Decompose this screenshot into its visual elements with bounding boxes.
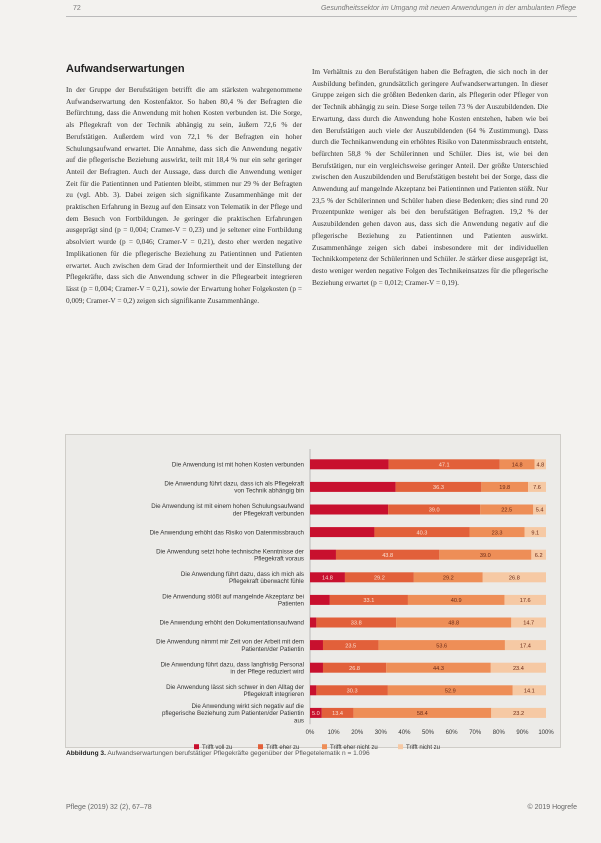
data-label: 52.9	[444, 688, 456, 695]
x-tick-label: 70%	[469, 730, 482, 737]
x-tick-label: 0%	[305, 730, 315, 737]
data-label: 26.8	[349, 665, 361, 672]
data-label: 29.2	[442, 575, 454, 582]
data-label: 29.2	[373, 575, 385, 582]
legend-label: Trifft eher zu	[266, 745, 300, 752]
right-column	[312, 66, 548, 288]
data-label: 23.2	[513, 711, 525, 718]
category-label: Die Anwendung nimmt mir Zeit von der Arbeit mit dem Patienten/der Patientin	[156, 638, 304, 653]
footer-citation: Pflege (2019) 32 (2), 67–78	[66, 804, 152, 811]
x-tick-label: 60%	[445, 730, 458, 737]
data-label: 44.3	[433, 665, 444, 672]
data-label: 9.1	[531, 530, 540, 537]
data-label: 7.6	[533, 485, 541, 492]
data-label: 17.4	[520, 643, 531, 650]
data-label: 5.0	[312, 711, 320, 718]
x-tick-label: 100%	[538, 730, 554, 737]
data-label: 47.1	[438, 462, 450, 469]
page-number: 72	[73, 5, 81, 12]
data-label: 53.6	[436, 643, 448, 650]
legend-swatch	[398, 744, 403, 749]
data-label: 14.8	[511, 462, 523, 469]
x-tick-label: 80%	[492, 730, 505, 737]
data-label: 23.3	[491, 530, 503, 537]
data-label: 39.0	[479, 552, 491, 559]
bar-segment	[310, 685, 316, 695]
category-label: Die Anwendung führt dazu, dass ich als Pflegekraft von Technik abhängig bin	[164, 480, 304, 495]
data-label: 36.3	[433, 485, 444, 492]
category-label: Die Anwendung stößt auf mangelnde Akzeptanz bei Patienten	[162, 593, 304, 608]
bar-segment	[310, 527, 374, 537]
data-label: 22.5	[501, 507, 513, 514]
category-label: Die Anwendung ist mit hohen Kosten verbunden	[171, 461, 304, 469]
footer-copyright: © 2019 Hogrefe	[527, 804, 577, 811]
legend-swatch	[194, 744, 199, 749]
category-label: Die Anwendung erhöht den Dokumentationsaufwand	[159, 619, 304, 627]
data-label: 30.3	[346, 688, 358, 695]
figure-box	[65, 434, 561, 752]
bar-segment	[310, 550, 336, 560]
legend-label: Trifft nicht zu	[406, 745, 441, 752]
data-label: 48.8	[448, 620, 460, 627]
left-paragraph: In der Gruppe der Berufstätigen betrifft die am stärksten wahrgenommene Aufwandserwartung den Kostenfaktor. So haben 80,4 % der Befragten die Befürchtung, dass die Anwendung mit hohen Kosten verbunden ist. Die Sorge, als Pflegekraft von der Technik abhängig zu sein, äußern 72,6 % der Berufstätigen. Außerdem wird von 72,1 % der Befragten ein hoher Schulungsaufwand erwartet. Die Annahme, dass sich die Anwendung negativ auf die pflegerische Beziehung auswirkt, teilt mit 18,4 % nur ein sehr geringer Anteil der Befragten. Auch der Aussage, dass durch die Anwendung weniger Zeit für die Patientinnen und Patienten bleibt, stimmen nur 29 % der Befragten zu (vgl. Abb. 3). Dabei zeigen sich signifikante Zusammenhänge mit der praktischen Erfahrung in Bezug auf den Einsatz von Telematik in der Pflege und dem Besuch von Fortbildungen. Je geringer die praktischen Erfahrungen ausgeprägt sind (p = 0,004; Cramer-V = 0,23) und je seltener eine Fortbildung absolviert wurde (p = 0,046; Cramer-V = 0,21), desto eher werden negative Implikationen für die pflegerische Beziehung zu Patientinnen und Patienten erwartet. Auch zwischen dem Grad der Informiertheit und der Einstellung der Pflegekräfte, dass sich die Anwendung schwer in die Pflegearbeit integrieren lässt (p = 0,004; Cramer-V = 0,21), sowie der Erwartung hoher Folgekosten (p = 0,009; Cramer-V = 0,2) zeigen sich signifikante Zusammenhänge.	[66, 85, 302, 305]
data-label: 6.2	[534, 552, 543, 559]
legend-swatch	[322, 744, 327, 749]
data-label: 40.3	[416, 530, 428, 537]
x-tick-label: 10%	[327, 730, 340, 737]
category-label: Die Anwendung setzt hohe technische Kenntnisse der Pflegekraft voraus	[156, 548, 304, 563]
category-label: Die Anwendung erhöht das Risiko von Datenmissbrauch	[149, 529, 304, 537]
category-label: Die Anwendung ist mit einem hohen Schulungsaufwand der Pflegekraft verbunden	[151, 503, 304, 518]
data-label: 39.0	[428, 507, 440, 514]
bar-segment	[310, 459, 389, 469]
category-label: Die Anwendung führt dazu, dass langfristig Personal in der Pflege reduziert wird	[160, 661, 304, 676]
data-label: 14.7	[523, 620, 535, 627]
x-tick-label: 90%	[516, 730, 529, 737]
left-column	[66, 62, 302, 306]
figure-caption	[66, 750, 556, 757]
data-label: 23.4	[512, 665, 524, 672]
legend-label: Trifft eher nicht zu	[330, 745, 378, 752]
data-label: 4.8	[536, 462, 545, 469]
section-heading: Aufwandserwartungen	[66, 63, 185, 75]
bar-segment	[310, 595, 330, 605]
running-title: Gesundheitssektor im Umgang mit neuen Anwendungen in der ambulanten Pflege	[320, 5, 576, 12]
data-label: 13.4	[332, 711, 344, 718]
data-label: 33.8	[350, 620, 362, 627]
right-paragraph: Im Verhältnis zu den Berufstätigen haben die Befragten, die sich noch in der Ausbildung befinden, grundsätzlich geringere Aufwandserwartungen. In dieser Gruppe zeigen sich die größten Bedenken darin, als Pflegerin oder Pfleger von der Technik abhängig zu sein. Diese Sorge teilen 73 % der Auszubildenden. Die Erwartung, dass durch die Anwendung hohe Kosten entstehen, haben wie bei den Berufstätigen auch viele der Auszubildenden (64 % Zustimmung). Dass durch die Technikanwendung ein erhöhtes Risiko von Datenmissbrauch entsteht, befürchten 58,8 % der Schülerinnen und Schüler. Dies ist, wie bei den Berufstätigen, nur ein vergleichsweise geringer Anteil. Der größte Unterschied zwischen den Auszubildenden und Berufstätigen besteht bei der Sorge, dass die Anwendung auf mangelnde Akzeptanz bei Patientinnen und Patienten stößt. Nur 23,5 % der Schülerinnen und Schüler haben diese Bedenken; dies sind rund 20 Prozentpunkte weniger als bei den berufstätigen Befragten. 19,2 % der Auszubildenden gehen davon aus, dass sich die Anwendung negativ auf die pflegerische Beziehung zu Patientinnen und Patienten auswirkt. Zusammenhänge zeigen sich dabei insbesondere mit der individuellen Technikkompetenz der Schülerinnen und Schüler. Je stärker diese ausgeprägt ist, desto weniger werden negative Folgen des Technikeinsatzes für die pflegerische Beziehung erwartet (p = 0,012; Cramer-V = 0,19).	[312, 67, 548, 287]
category-label: Die Anwendung lässt sich schwer in den Alltag der Pflegekraft integrieren	[166, 683, 304, 699]
data-label: 14.8	[322, 575, 333, 582]
bar-segment	[310, 640, 323, 650]
caption-label: Abbildung 3.	[66, 750, 106, 757]
bar-segment	[310, 618, 316, 628]
bar-segment	[310, 663, 323, 673]
data-label: 26.8	[508, 575, 520, 582]
bar-segment	[310, 505, 388, 515]
legend-swatch	[258, 744, 263, 749]
x-tick-label: 20%	[351, 730, 364, 737]
bar-segment	[310, 482, 396, 492]
stacked-bar-chart	[66, 435, 560, 752]
data-label: 33.1	[363, 598, 375, 605]
caption-text: Aufwandserwartungen berufstätiger Pflegekräfte gegenüber der Pflegetelematik n = 1.096	[107, 750, 370, 757]
category-label: Die Anwendung führt dazu, dass ich mich als Pflegekraft überwacht fühle	[180, 570, 304, 586]
category-label: Die Anwendung wirkt sich negativ auf die pflegerische Beziehung zum Patienten/der Patientin aus	[161, 702, 304, 725]
data-label: 23.5	[345, 643, 357, 650]
header-rule	[66, 16, 577, 17]
x-tick-label: 50%	[421, 730, 435, 737]
data-label: 43.8	[382, 552, 394, 559]
data-label: 17.6	[519, 598, 531, 605]
page-header	[0, 0, 601, 18]
data-label: 19.8	[499, 485, 511, 492]
data-label: 58.4	[416, 711, 428, 718]
data-label: 14.1	[523, 688, 535, 695]
x-tick-label: 30%	[374, 730, 387, 737]
legend-label: Trifft voll zu	[202, 745, 233, 752]
x-tick-label: 40%	[398, 730, 411, 737]
data-label: 40.9	[450, 598, 462, 605]
data-label: 5.4	[535, 507, 544, 514]
